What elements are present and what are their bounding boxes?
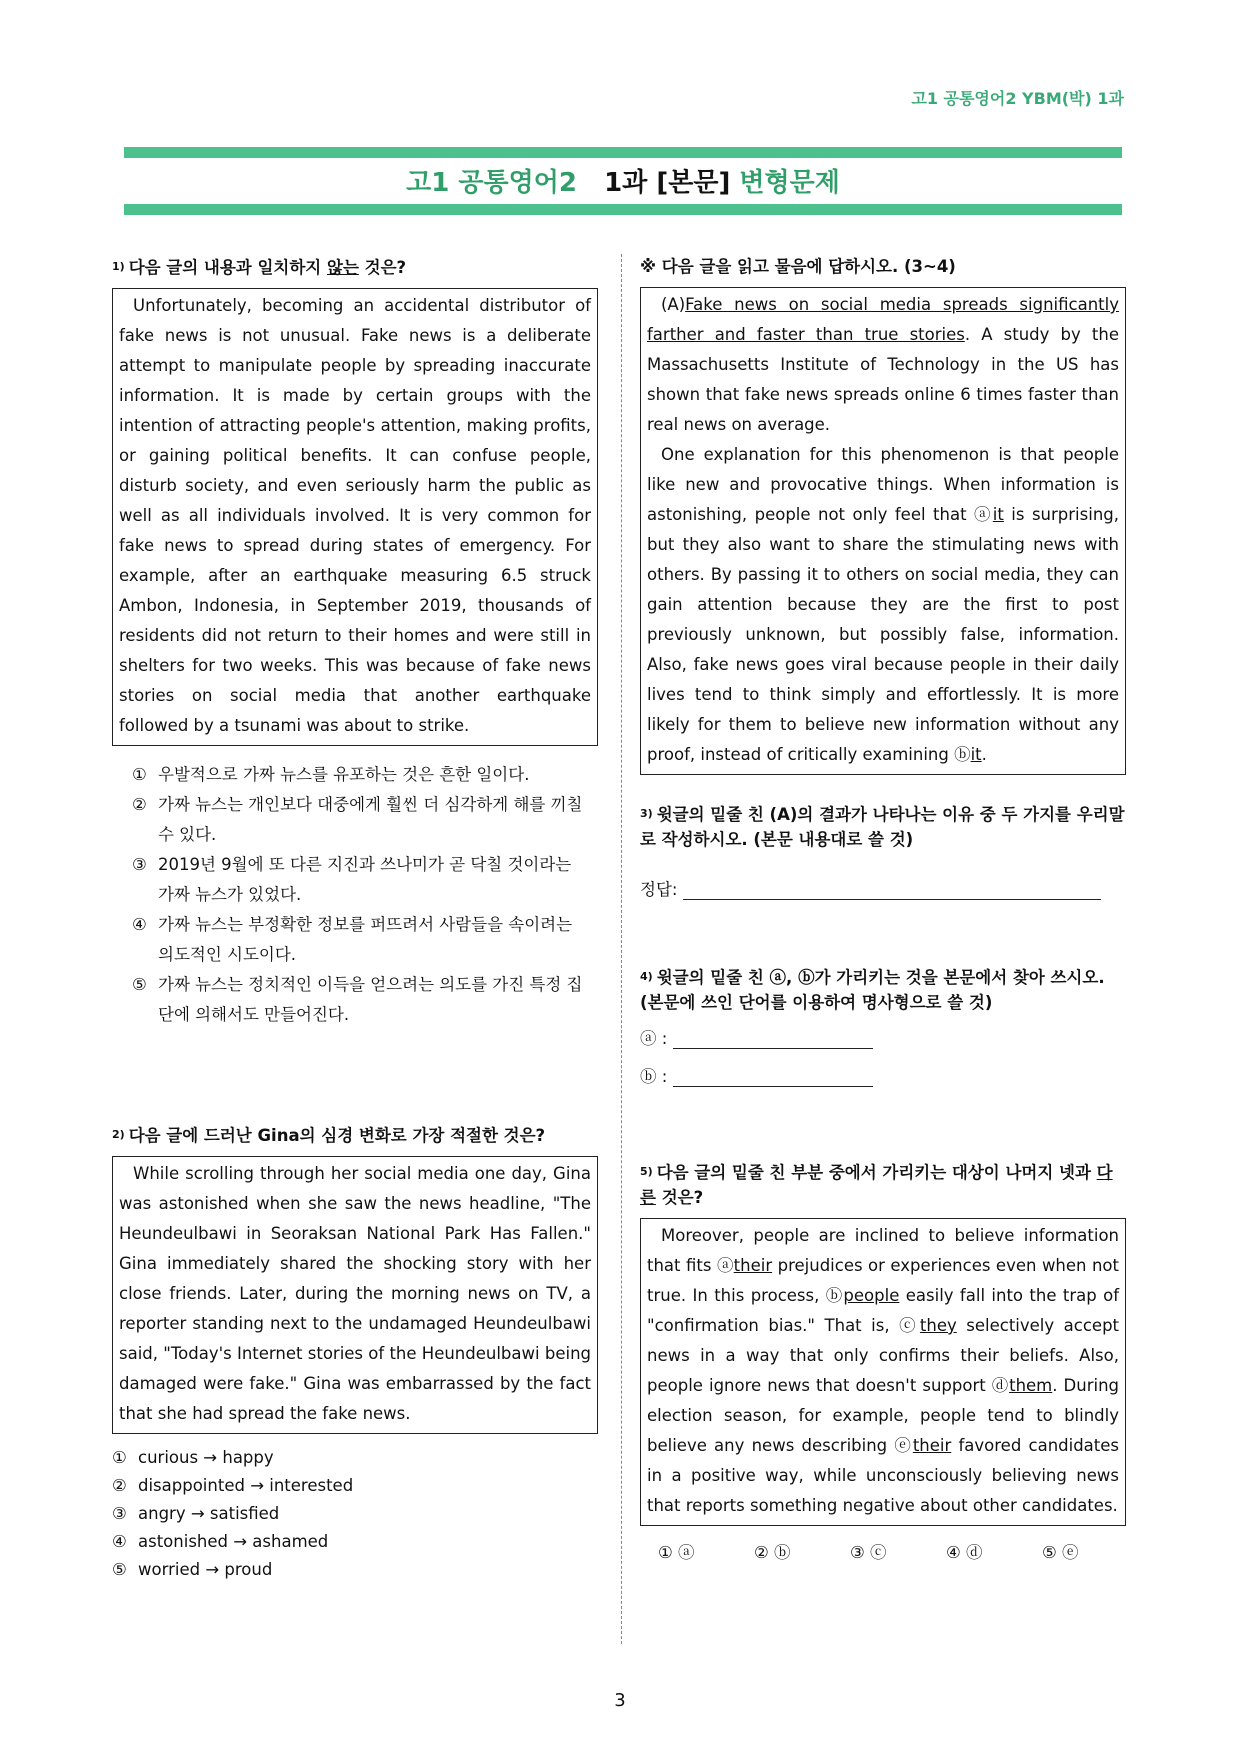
q1-option-2[interactable]: [132, 790, 590, 850]
page-title: [124, 162, 1122, 199]
q5-word-c: they: [919, 1316, 957, 1335]
option-text: 가짜 뉴스는 개인보다 대중에게 훨씬 더 심각하게 해를 끼칠 수 있다.: [158, 795, 583, 844]
title-bar-bottom: [124, 204, 1122, 215]
q5-text-2: prejudices or experiences even when not true. In this process,: [647, 1256, 1119, 1305]
underlined-it-b: it: [970, 745, 982, 764]
q5-number: 5): [640, 1165, 653, 1178]
q1-option-3[interactable]: [132, 850, 590, 910]
q4-label-a: ⓐ :: [640, 1029, 668, 1048]
title-bar-top: [124, 147, 1122, 158]
q5-option-2[interactable]: ② ⓑ: [754, 1543, 791, 1562]
q1-option-1[interactable]: [132, 760, 590, 790]
q4-title-text: 윗글의 밑줄 친 ⓐ, ⓑ가 가리키는 것을 본문에서 찾아 쓰시오. (본문에 쓰인 단어를 이용하여 명사형으로 쓸 것): [640, 968, 1105, 1012]
q5-title-pre: 다음 글의 밑줄 친 부분 중에서 가리키는 대상이 나머지 넷과: [656, 1163, 1097, 1182]
q5-text-5: . During election season, for example, people tend to blindly believe any news describing: [647, 1376, 1120, 1455]
option-text: 가짜 뉴스는 부정확한 정보를 퍼뜨려서 사람들을 속이려는 의도적인 시도이다.: [158, 915, 573, 964]
q2-number: 2): [112, 1128, 125, 1141]
title-green-2: 변형문제: [739, 168, 840, 198]
option-mark: ③: [132, 855, 147, 874]
q5-mark-a: ⓐ: [716, 1256, 734, 1275]
option-text: worried → proud: [138, 1560, 273, 1579]
option-text: curious → happy: [138, 1448, 274, 1467]
option-mark: ②: [132, 795, 147, 814]
mark-b: ⓑ: [954, 745, 971, 764]
mark-a: ⓐ: [974, 505, 993, 524]
q3-answer: [640, 876, 1126, 900]
q5-title-underlined: 다른: [640, 1163, 1113, 1207]
p1-rest: . A study by the Massachusetts Institute of Technology in the US has shown that fake news spreads online 6 times faster than real news on average.: [647, 325, 1119, 434]
q5-text-3: easily fall into the trap of "confirmation bias." That is,: [647, 1286, 1120, 1335]
option-mark: ④: [112, 1532, 127, 1551]
q3-number: 3): [640, 807, 653, 820]
column-divider: [621, 254, 622, 1644]
option-mark: ④: [132, 915, 147, 934]
q5-passage-text: [647, 1221, 1119, 1521]
q3-answer-blank[interactable]: [683, 882, 1101, 900]
p2-text-b: is surprising, but they also want to share the stimulating news with others. By passing it to others on social media, they can gain attention because they are the first to post previously unknown, but possibly false, information. Also, fake news goes viral because people in their daily lives tend to think simply and effortlessly. It is more likely for them to believe new information without any proof, instead of critically examining: [647, 505, 1119, 764]
q1-title-underlined: 않는: [327, 258, 359, 277]
q4-blank-b[interactable]: [673, 1069, 873, 1087]
option-mark: ③: [112, 1504, 127, 1523]
q2-option-5[interactable]: [112, 1556, 598, 1584]
q5-options: [640, 1538, 1126, 1568]
q5-text-4: selectively accept news in a way that only confirms their beliefs. Also, people ignore news that doesn't support: [647, 1316, 1120, 1395]
option-mark: ②: [112, 1476, 127, 1495]
q2-title: [112, 1122, 598, 1148]
q5-mark-b: ⓑ: [825, 1286, 844, 1305]
q3-answer-label: 정답:: [640, 880, 678, 899]
p2-text-a: One explanation for this phenomenon is that people like new and provocative things. When information is astonishing, people not only feel that: [647, 445, 1119, 524]
q2-option-4[interactable]: [112, 1528, 598, 1556]
title-black: 1과 [본문]: [604, 168, 731, 198]
q1-passage: [112, 288, 598, 746]
q34-paragraph-1: [647, 290, 1119, 440]
q5-option-3[interactable]: ③ ⓒ: [850, 1543, 887, 1562]
q5-word-e: their: [912, 1436, 952, 1455]
q1-title: [112, 254, 598, 280]
q34-paragraph-2: [647, 440, 1119, 770]
q34-passage: [640, 287, 1126, 775]
q2-title-text: 다음 글에 드러난 Gina의 심경 변화로 가장 적절한 것은?: [128, 1126, 546, 1145]
option-mark: ⑤: [132, 975, 147, 994]
q5-option-1[interactable]: ① ⓐ: [658, 1543, 695, 1562]
q2-passage-text: While scrolling through her social media one day, Gina was astonished when she saw the news headline, "The Heundeulbawi in Seoraksan National Park Has Fallen." Gina immediately shared the shocking story with her close friends. Later, during the morning news on TV, a reporter standing next to the undamaged Heundeulbawi said, "Today's Internet stories of the Heundeulbawi being damaged were fake." Gina was embarrassed by the fact that she had spread the fake news.: [119, 1164, 591, 1423]
option-text: 2019년 9월에 또 다른 지진과 쓰나미가 곧 닥칠 것이라는 가짜 뉴스가 있었다.: [158, 855, 572, 904]
option-mark: ①: [112, 1448, 127, 1467]
q5-title-post: 것은?: [655, 1188, 704, 1207]
q1-title-pre: 다음 글의 내용과 일치하지: [128, 258, 327, 277]
option-text: 우발적으로 가짜 뉴스를 유포하는 것은 흔한 일이다.: [158, 765, 530, 784]
q5-mark-d: ⓓ: [991, 1376, 1010, 1395]
option-text: disappointed → interested: [138, 1476, 354, 1495]
q5-text-1: Moreover, people are inclined to believe information that fits: [647, 1226, 1119, 1275]
q5-word-a: their: [733, 1256, 773, 1275]
q5-option-4[interactable]: ④ ⓓ: [946, 1543, 983, 1562]
q34-instruction: ※ 다음 글을 읽고 물음에 답하시오. (3~4): [640, 257, 956, 276]
q3-title: [640, 801, 1126, 852]
q1-passage-text: Unfortunately, becoming an accidental distributor of fake news is not unusual. Fake news is a deliberate attempt to manipulate people by spreading inaccurate information. It is made by certain groups with the intention of attracting people's attention, making profits, or gaining political benefits. It can confuse people, disturb society, and even seriously harm the public as well as all individuals involved. It is very common for fake news to spread during states of emergency. For example, after an earthquake measuring 6.5 struck Ambon, Indonesia, in September 2019, thousands of residents did not return to their homes and were still in shelters for two weeks. This was because of fake news stories on social media that another earthquake followed by a tsunami was about to strike.: [119, 296, 591, 735]
page-number: 3: [614, 1690, 626, 1711]
q1-option-4[interactable]: [132, 910, 590, 970]
q1-option-5[interactable]: [132, 970, 590, 1030]
q5-mark-c: ⓒ: [899, 1316, 920, 1335]
option-text: 가짜 뉴스는 정치적인 이득을 얻으려는 의도를 가진 특정 집단에 의해서도 만들어진다.: [158, 975, 583, 1024]
q5-title: [640, 1159, 1126, 1210]
underlined-it-a: it: [992, 505, 1004, 524]
p2-end: .: [981, 745, 987, 764]
q1-options: [112, 760, 598, 1030]
label-a: (A): [661, 295, 686, 314]
option-text: astonished → ashamed: [138, 1532, 329, 1551]
right-column: [640, 254, 1126, 1568]
q2-passage: [112, 1156, 598, 1434]
q2-option-2[interactable]: [112, 1472, 598, 1500]
q5-word-d: them: [1009, 1376, 1053, 1395]
q3-title-text: 윗글의 밑줄 친 (A)의 결과가 나타나는 이유 중 두 가지를 우리말로 작성하시오. (본문 내용대로 쓸 것): [640, 805, 1125, 849]
option-mark: ⑤: [112, 1560, 127, 1579]
q4-label-b: ⓑ :: [640, 1067, 668, 1086]
option-mark: ①: [132, 765, 147, 784]
q4-blank-a[interactable]: [673, 1031, 873, 1049]
q5-text-6: favored candidates in a positive way, while unconsciously believing news that reports something negative about other candidates.: [647, 1436, 1120, 1515]
left-column: [112, 254, 598, 1584]
header-label: 고1 공통영어2 YBM(박) 1과: [911, 89, 1124, 108]
option-text: angry → satisfied: [138, 1504, 280, 1523]
title-green: 고1 공통영어2: [406, 168, 577, 198]
q4-answer-a: [640, 1025, 1126, 1049]
q1-number: 1): [112, 260, 125, 273]
q2-option-1[interactable]: [112, 1444, 598, 1472]
q2-option-3[interactable]: [112, 1500, 598, 1528]
q5-mark-e: ⓔ: [894, 1436, 913, 1455]
q2-options: [112, 1444, 598, 1584]
q5-option-5[interactable]: ⑤ ⓔ: [1042, 1543, 1079, 1562]
q5-passage: [640, 1218, 1126, 1526]
underlined-a: Fake news on social media spreads significantly farther and faster than true stories: [647, 295, 1119, 344]
q4-answer-b: [640, 1063, 1126, 1087]
q4-title: [640, 964, 1126, 1015]
q1-title-post: 것은?: [358, 258, 407, 277]
q5-word-b: people: [843, 1286, 900, 1305]
q4-number: 4): [640, 970, 653, 983]
